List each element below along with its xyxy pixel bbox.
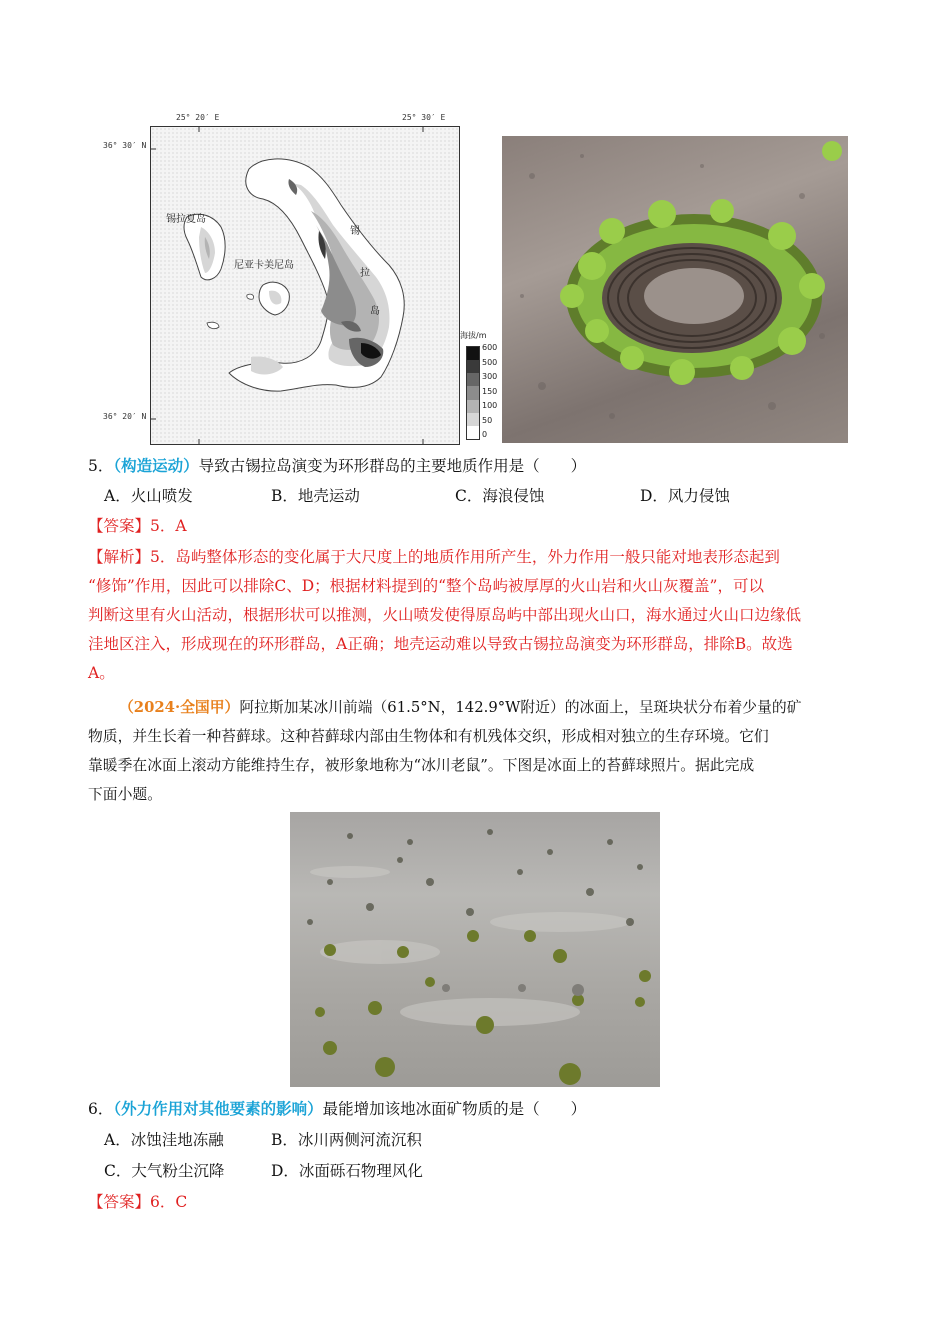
- analysis-line-4: 洼地区注入，形成现在的环形群岛，A正确；地壳运动难以导致古锡拉岛演变为环形群岛，排除B。故选: [88, 635, 793, 653]
- answer-value: 6．C: [150, 1193, 188, 1211]
- legend-swatch: [467, 373, 479, 386]
- label-thera-1: 锡: [350, 226, 360, 237]
- answer-6: [88, 1192, 187, 1212]
- analysis-line-2: “修饰”作用，因此可以排除C、D；根据材料提到的“整个岛屿被厚厚的火山岩和火山灰覆盖”，可以: [88, 577, 764, 595]
- option-a: A．火山喷发: [104, 487, 193, 505]
- passage-line-4: 下面小题。: [88, 786, 162, 803]
- label-therasia: 锡拉夏岛: [166, 214, 206, 225]
- legend-value-label: 500: [482, 357, 498, 367]
- legend-value-label: 600: [482, 343, 498, 352]
- answer-label: 【答案】: [88, 1193, 151, 1211]
- santorini-elevation-map: [150, 126, 460, 445]
- map-lon-left-label: 25° 20′ E: [176, 113, 220, 122]
- legend-value-label: 300: [482, 372, 498, 381]
- option-d: D．风力侵蚀: [640, 487, 730, 505]
- legend-swatch: [467, 347, 479, 360]
- analysis-line-3: 判断这里有火山活动，根据形状可以推测，火山喷发使得原岛屿中部出现火山口，海水通过火山口边缘低: [88, 606, 802, 624]
- map-lat-bottom-label: 36° 20′ N: [103, 412, 147, 421]
- question-text: 导致古锡拉岛演变为环形群岛的主要地质作用是（ ）: [198, 457, 587, 475]
- legend-value-label: 50: [482, 415, 493, 425]
- map-graphic: [151, 127, 459, 444]
- question-tag: （构造运动）: [113, 456, 199, 475]
- option-b: B．地壳运动: [271, 487, 360, 505]
- analysis-label: 【解析】: [88, 548, 151, 566]
- option-c: C．海浪侵蚀: [455, 487, 545, 505]
- grapevine-nest-photo: [502, 136, 848, 443]
- option-b: B．冰川两侧河流沉积: [271, 1131, 422, 1149]
- passage-source: （2024·全国甲）: [119, 699, 240, 716]
- legend-swatch: [467, 426, 479, 439]
- elevation-legend: [466, 346, 480, 440]
- glacier-moss-balls-photo: [290, 812, 660, 1087]
- analysis-5: [88, 543, 868, 688]
- option-a: A．冰蚀洼地冻融: [104, 1131, 224, 1149]
- legend-value-label: 100: [482, 401, 498, 410]
- legend-swatch: [467, 360, 479, 373]
- passage-line-2: 物质，并生长着一种苔藓球。这种苔藓球内部由生物体和有机残体交织，形成相对独立的生存环境。它们: [88, 728, 769, 745]
- legend-swatch: [467, 386, 479, 399]
- analysis-line-5: A。: [88, 664, 115, 682]
- analysis-line-1: 【解析】5．岛屿整体形态的变化属于大尺度上的地质作用所产生，外力作用一般只能对地表形态起到: [88, 548, 780, 566]
- question-text: 最能增加该地冰面矿物质的是（ ）: [322, 1100, 587, 1118]
- legend-swatch: [467, 400, 479, 413]
- passage: [88, 693, 868, 809]
- map-lat-top-label: 36° 30′ N: [103, 141, 147, 150]
- answer-5: [88, 516, 187, 536]
- legend-swatch: [467, 413, 479, 426]
- answer-value: 5．A: [150, 517, 187, 535]
- question-number: 5．: [88, 457, 114, 475]
- question-tag: （外力作用对其他要素的影响）: [113, 1099, 323, 1118]
- passage-line-3: 靠暖季在冰面上滚动方能维持生存，被形象地称为“冰川老鼠”。下图是冰面上的苔藓球照片。据此完成: [88, 757, 755, 774]
- question-number: 6．: [88, 1100, 114, 1118]
- question-5-stem: [88, 456, 586, 476]
- passage-line-1: （2024·全国甲）阿拉斯加某冰川前端（61.5°N，142.9°W附近）的冰面上，呈斑块状分布着少量的矿: [119, 699, 802, 716]
- label-nea-kameni: 尼亚卡美尼岛: [234, 260, 294, 271]
- label-thera-3: 岛: [370, 306, 380, 317]
- label-thera-2: 拉: [360, 268, 370, 279]
- map-lon-right-label: 25° 30′ E: [402, 113, 446, 122]
- option-d: D．冰面砾石物理风化: [271, 1162, 423, 1180]
- legend-value-label: 150: [482, 386, 498, 396]
- answer-label: 【答案】: [88, 517, 151, 535]
- option-c: C．大气粉尘沉降: [104, 1162, 225, 1180]
- legend-value-label: 0: [482, 430, 488, 439]
- question-6-stem: [88, 1099, 586, 1119]
- legend-title: 海拔/m: [460, 331, 487, 340]
